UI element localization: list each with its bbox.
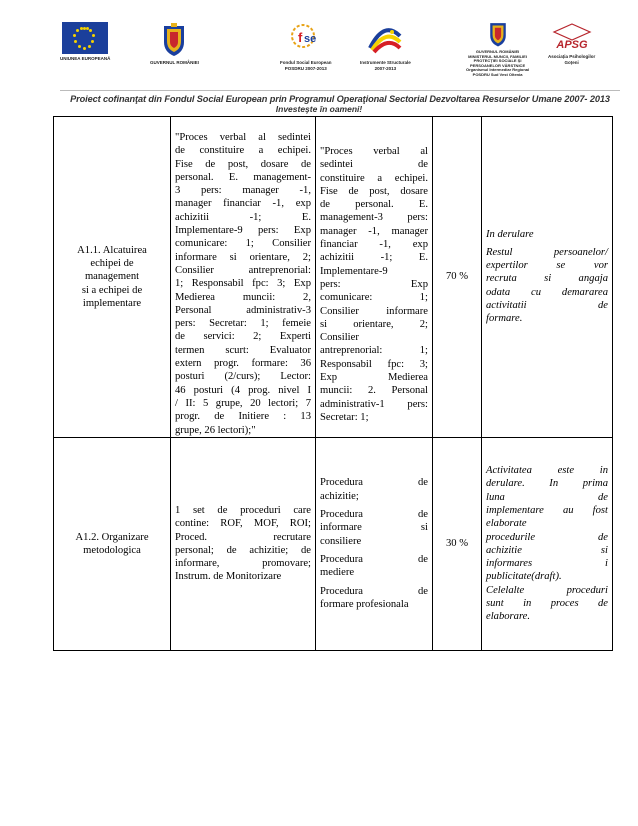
romanian-crest-icon: [160, 22, 188, 58]
planned-line: Fise de post, dosare de: [175, 158, 311, 170]
achieved-line: Secretar: 1;: [320, 411, 369, 423]
status-line: elaborate: [486, 518, 527, 530]
planned-line: termen scurt: Evaluator: [175, 344, 311, 356]
motto: Investeşte în oameni!: [275, 104, 363, 114]
status-line: elaborare.: [486, 611, 531, 623]
activity-line: implementare: [82, 297, 142, 309]
activity-line: metodologica: [83, 544, 141, 556]
ministry-logo-caption: GUVERNUL ROMÂNIEI MINISTERUL MUNCII, FAMILIEI PROTECȚIEI SOCIALE ȘI PERSOANELOR VÂRSTNICE Organismul Intermediar Regional POSDRU Sud Vest Oltenia: [466, 49, 530, 77]
status-line: Celelalte proceduri: [486, 584, 608, 596]
banner-divider: [60, 90, 620, 91]
achieved-line: Implementare-9: [320, 265, 388, 277]
planned-line: Instrum. de Monitorizare: [175, 571, 282, 583]
is-logo: [360, 22, 411, 71]
planned-line: posturi (2/curs); Lector:: [175, 371, 311, 383]
is-logo-caption: Instrumente Structurale 2007-2013: [360, 60, 411, 71]
planned-line: informare si orientare, 2;: [175, 251, 311, 263]
status-line: expertilor se vor: [486, 259, 608, 271]
planned-line: grupe, 26 lectori);": [175, 424, 256, 436]
fse-logo-caption: Fondul Social European POSDRU 2007-2013: [280, 60, 332, 71]
planned-line: extern progr. formare: 36: [175, 358, 311, 370]
procedure-line: Procedura de: [320, 509, 428, 521]
activity-line: A1.1. Alcatuirea: [77, 244, 147, 256]
status-line: sunt in proces de: [486, 598, 608, 610]
achieved-line: administrativ-1 pers:: [320, 398, 428, 410]
planned-line: de servici: 2; Experti: [175, 331, 311, 343]
planned-line: Proced. recrutare: [175, 531, 311, 543]
status-line: odata cu demararea: [486, 286, 608, 298]
status-line: achizitie si: [486, 544, 608, 556]
achieved-line: sedintei de: [320, 159, 428, 171]
achieved-line: si orientare, 2;: [320, 318, 428, 330]
status-line: derulare. In prima: [486, 478, 608, 490]
achieved-line: de personal. E.: [320, 199, 428, 211]
achieved-line: Fise de post, dosare: [320, 185, 428, 197]
procedure-line: Procedura de: [320, 585, 428, 597]
planned-line: 3 pers: manager -1,: [175, 185, 311, 197]
procedure-line: informare si: [320, 522, 428, 534]
planned-line: Personal administrativ-3: [175, 304, 311, 316]
table-row: [54, 437, 613, 650]
planned-line: "Proces verbal al sedintei: [175, 132, 311, 143]
achieved-line: pers: Exp: [320, 278, 428, 290]
planned-line: Medierea muncii: 2,: [175, 291, 311, 303]
achieved-line: Consilier: [320, 332, 359, 344]
status-line: In derulare: [486, 229, 534, 241]
planned-line: 1; Responsabil fpc: 3; Exp: [175, 278, 311, 290]
planned-line: / II: 5 grupe, 20 lectori; 7: [175, 397, 311, 409]
planned-line: informare, promovare;: [175, 558, 311, 570]
apsg-logo-caption: Asociația Psihologilor Goțeni: [548, 54, 596, 65]
planned-line: de constituire a echipei.: [175, 145, 311, 157]
status-line: activitatii de: [486, 299, 608, 311]
apsg-text: APSG: [556, 39, 588, 51]
planned-line: Implementare-9 pers: Exp: [175, 225, 311, 237]
status-line: Restul persoanelor/: [486, 246, 608, 258]
planned-line: personal; de achizitie; de: [175, 544, 311, 556]
status-cell: [482, 117, 613, 438]
achieved-line: Exp Medierea: [320, 372, 428, 384]
instrumente-structurale-icon: [364, 22, 406, 58]
planned-line: 1 set de proceduri care: [175, 504, 311, 516]
ministry-crest-icon: [486, 20, 510, 48]
svg-text:se: se: [303, 33, 316, 45]
procedure-line: consiliere: [320, 535, 362, 547]
fse-icon: [289, 22, 323, 58]
status-line: implementare au fost: [486, 504, 608, 516]
planned-result-cell: [171, 437, 316, 650]
svg-text:f: f: [297, 30, 303, 45]
activity-line: si a echipei de: [81, 284, 143, 296]
government-logo-caption: GUVERNUL ROMÂNIEI: [150, 60, 199, 65]
procedure-item: [320, 476, 428, 503]
status-line: formare.: [486, 313, 523, 325]
planned-line: personal. E. management-: [175, 171, 311, 183]
procedure-item: [320, 585, 428, 612]
apsg-logo: [548, 22, 595, 65]
achieved-line: constituire a echipei.: [320, 172, 428, 184]
planned-line: comunicare: 1; Consilier: [175, 238, 311, 250]
planned-line: manager financiar -1, exp: [175, 198, 311, 210]
achieved-line: Responsabil fpc: 3;: [320, 358, 428, 370]
procedure-item: [320, 508, 428, 548]
eu-logo-caption: UNIUNEA EUROPEANĂ: [60, 56, 111, 61]
percent-cell: 30 %: [433, 437, 482, 650]
procedure-line: formare profesionala: [320, 598, 409, 610]
achieved-line: Consilier informare: [320, 305, 428, 317]
ministry-logo: [466, 20, 529, 78]
status-line: publicitate(draft).: [486, 571, 562, 583]
cofinancing-banner: Proiect cofinanţat din Fondul Social European prin Programul Operaţional Sectorial Dezvoltarea Resurselor Umane 2007- 2013: [70, 94, 610, 104]
activity-cell: [54, 117, 171, 438]
achieved-result-cell: [316, 117, 433, 438]
achieved-line: financiar -1, exp: [320, 239, 428, 251]
status-line: informares i: [486, 558, 608, 570]
activity-cell: [54, 437, 171, 650]
status-line: procedurile de: [486, 531, 608, 543]
planned-line: 46 posturi (4 prog. nivel I: [175, 384, 311, 396]
status-line: Activitatea este in: [486, 465, 608, 477]
procedure-line: achizitie;: [320, 490, 359, 502]
eu-logo: [60, 22, 110, 62]
status-cell: [482, 437, 613, 650]
procedure-line: Procedura de: [320, 477, 428, 489]
eu-flag-icon: [62, 22, 108, 54]
procedure-item: [320, 553, 428, 580]
percent-cell: 70 %: [433, 117, 482, 438]
activity-line: management: [84, 271, 140, 283]
procedures-cell: [316, 437, 433, 650]
fse-logo: [280, 22, 332, 71]
apsg-icon: [550, 22, 594, 52]
activity-line: echipei de: [90, 257, 134, 269]
planned-line: achizitii -1; E.: [175, 211, 311, 223]
planned-line: pers: Secretar: 1; femeie: [175, 318, 311, 330]
activities-table: [53, 116, 613, 651]
procedure-line: mediere: [320, 567, 355, 579]
status-line: recruta si angaja: [486, 273, 608, 285]
achieved-line: manager -1, manager: [320, 225, 428, 237]
page-header: [0, 0, 638, 118]
procedure-line: Procedura de: [320, 553, 428, 565]
achieved-line: management-3 pers:: [320, 212, 428, 224]
achieved-line: muncii: 2. Personal: [320, 385, 428, 397]
activity-line: A1.2. Organizare: [75, 531, 149, 543]
government-logo: [150, 22, 199, 66]
achieved-line: antreprenorial: 1;: [320, 345, 428, 357]
status-line: luna de: [486, 491, 608, 503]
planned-line: Consilier antreprenorial:: [175, 264, 311, 276]
achieved-line: "Proces verbal al: [320, 146, 428, 157]
planned-line: progr. de Initiere : 13: [175, 411, 311, 423]
table-row: [54, 117, 613, 438]
achieved-line: comunicare: 1;: [320, 292, 428, 304]
planned-line: contine: ROF, MOF, ROI;: [175, 518, 311, 530]
achieved-line: achizitii -1; E.: [320, 252, 428, 264]
planned-result-cell: [171, 117, 316, 438]
